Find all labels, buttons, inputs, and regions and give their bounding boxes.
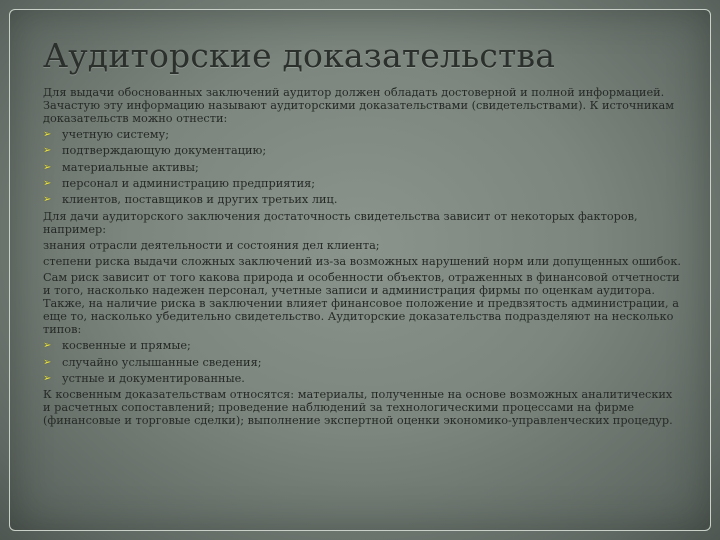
source-item-text: подтверждающую документацию; bbox=[62, 144, 267, 158]
source-item-text: материальные активы; bbox=[62, 160, 199, 174]
arrow-bullet-icon: ➢ bbox=[43, 372, 52, 384]
source-item-text: учетную систему; bbox=[62, 128, 170, 142]
type-item-text: случайно услышанные сведения; bbox=[62, 355, 262, 369]
type-item-text: косвенные и прямые; bbox=[62, 339, 191, 353]
arrow-bullet-icon: ➢ bbox=[43, 194, 52, 206]
list-item bbox=[43, 162, 683, 175]
factor-paragraph: знания отрасли деятельности и состояния дел клиента; bbox=[43, 238, 380, 252]
slide-body bbox=[43, 87, 683, 431]
arrow-bullet-icon: ➢ bbox=[43, 129, 52, 141]
list-item bbox=[43, 194, 683, 207]
factor-paragraph: степени риска выдачи сложных заключений из-за возможных нарушений норм или допущенных ошибок. bbox=[43, 255, 681, 269]
arrow-bullet-icon: ➢ bbox=[43, 178, 52, 189]
slide-title: Аудиторские доказательства bbox=[43, 36, 556, 75]
arrow-bullet-icon: ➢ bbox=[43, 161, 52, 173]
type-item-text: устные и документированные. bbox=[62, 371, 245, 385]
factors-intro-paragraph: Для дачи аудиторского заключения достаточность свидетельства зависит от некоторых факторов, например: bbox=[43, 209, 638, 236]
list-item bbox=[43, 129, 683, 142]
source-item-text: клиентов, поставщиков и других третьих лиц. bbox=[62, 193, 338, 207]
intro-paragraph: Для выдачи обоснованных заключений аудитор должен обладать достоверной и полной информацией. Зачастую эту информацию называют аудиторскими доказательствами (свидетельствами). К источникам доказательств можно отнести: bbox=[43, 86, 675, 125]
list-item bbox=[43, 340, 683, 353]
arrow-bullet-icon: ➢ bbox=[43, 356, 52, 368]
list-item bbox=[43, 373, 683, 386]
source-item-text: персонал и администрацию предприятия; bbox=[62, 177, 316, 190]
list-item bbox=[43, 178, 683, 191]
indirect-evidence-paragraph: К косвенным доказательствам относятся: материалы, полученные на основе возможных аналитических и расчетных сопоставлений; проведение наблюдений за технологическими процессами на фирме (финансовые и торговые сделки); выполнение экспертной оценки экономико-управленческих процедур. bbox=[43, 388, 673, 428]
list-item bbox=[43, 145, 683, 158]
list-item bbox=[43, 357, 683, 370]
arrow-bullet-icon: ➢ bbox=[43, 145, 52, 157]
risk-paragraph: Сам риск зависит от того какова природа и особенности объектов, отраженных в финансовой отчетности и того, насколько надежен персонал, учетные записи и администрация фирмы по оценкам аудитора. Также, на наличие риска в заключении влияет финансовое положение и предвзятость администрации, а еще то, насколько убедительно свидетельство. Аудиторские доказательства подразделяют на несколько типов: bbox=[43, 271, 680, 337]
arrow-bullet-icon: ➢ bbox=[43, 340, 52, 352]
